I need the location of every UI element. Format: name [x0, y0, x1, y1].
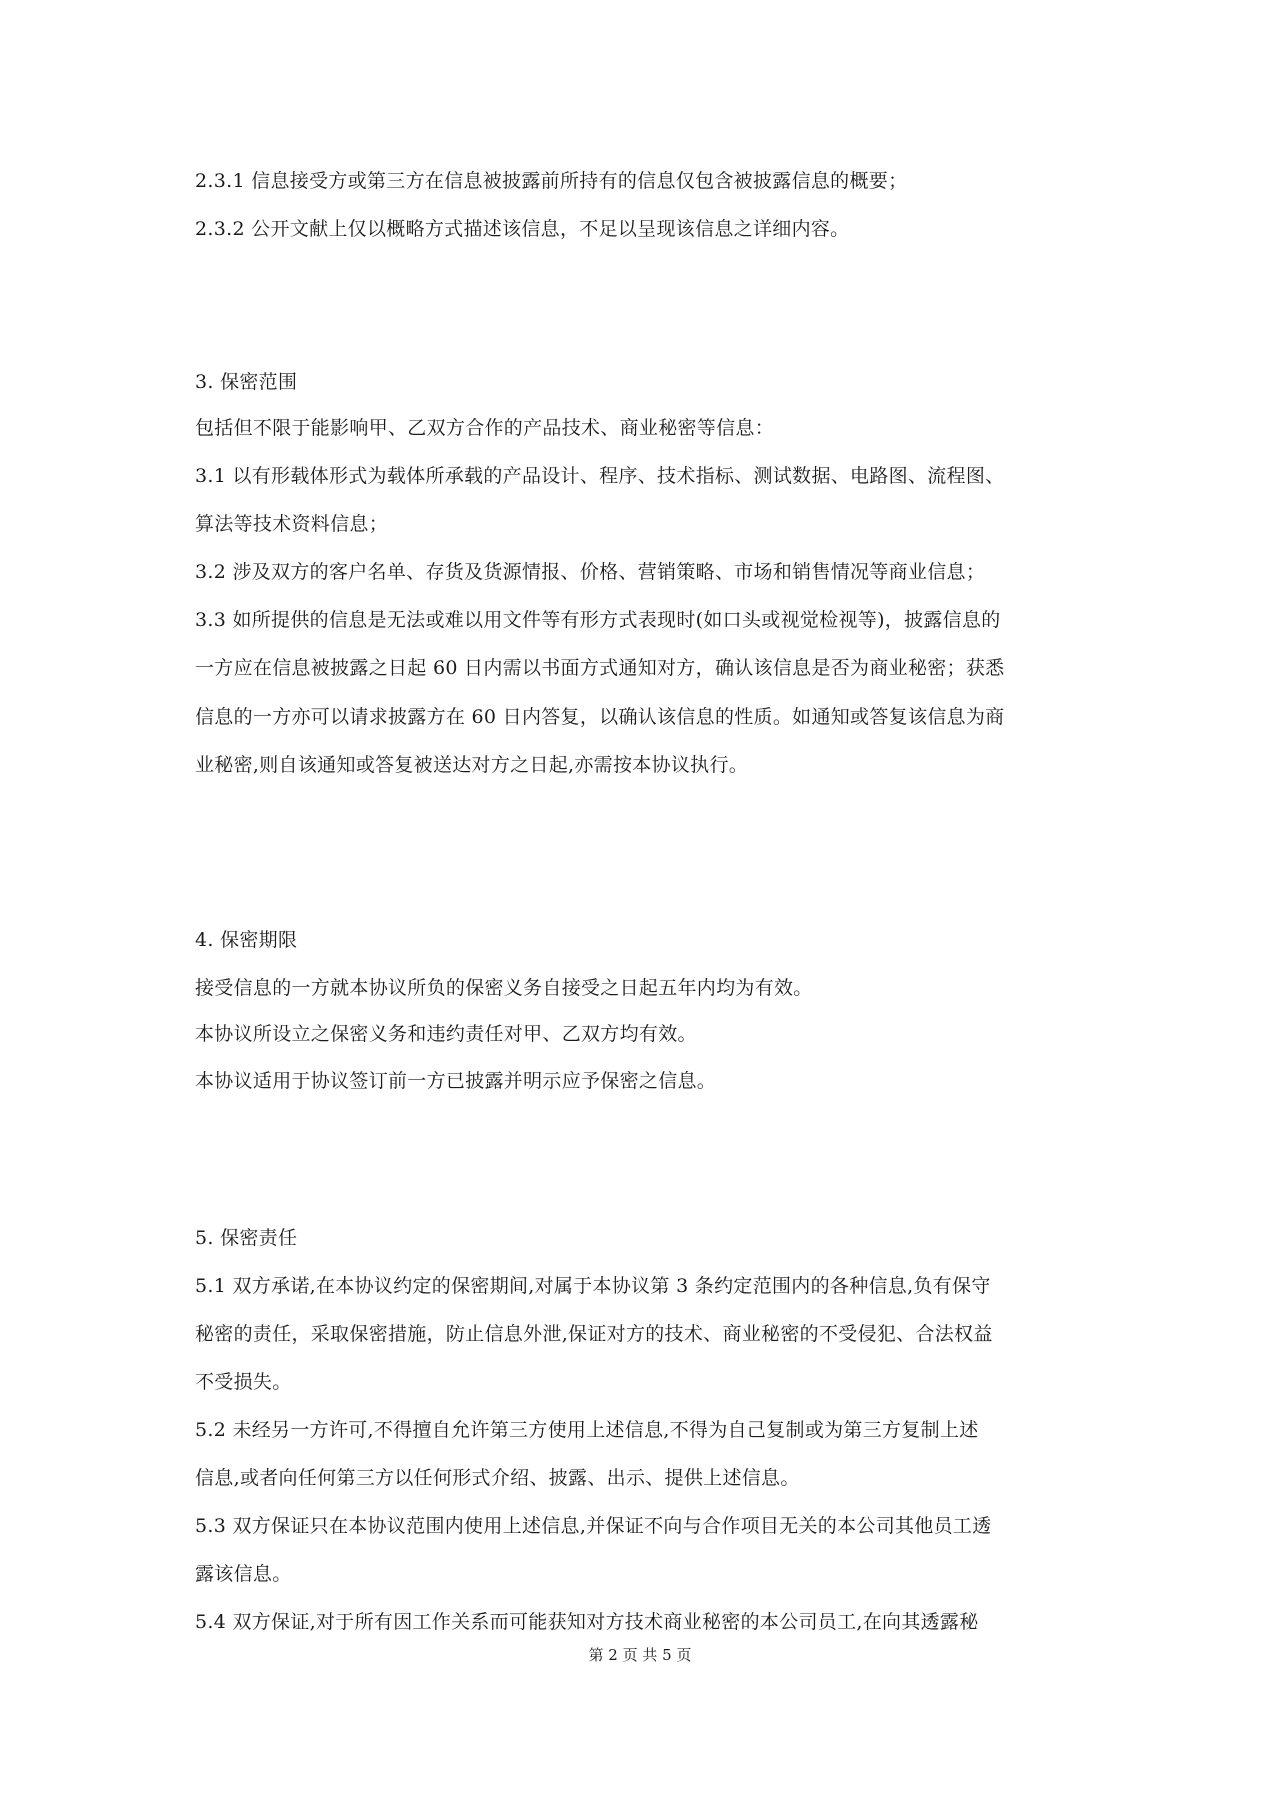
clause-5-2-line-2: 信息,或者向任何第三方以任何形式介绍、披露、出示、提供上述信息。 — [195, 1467, 800, 1489]
section-4-heading: 4. 保密期限 — [195, 929, 298, 951]
clause-5-1-line-3: 不受损失。 — [195, 1371, 292, 1393]
clause-5-1-line-2: 秘密的责任，采取保密措施，防止信息外泄,保证对方的技术、商业秘密的不受侵犯、合法权益 — [195, 1323, 993, 1345]
clause-3-1-line-2: 算法等技术资料信息； — [195, 513, 389, 535]
page-number-footer: 第 2 页 共 5 页 — [588, 1646, 692, 1664]
section-3-heading: 3. 保密范围 — [195, 371, 298, 393]
clause-5-4-line-1: 5.4 双方保证,对于所有因工作关系而可能获知对方技术商业秘密的本公司员工,在向其透露秘 — [195, 1611, 979, 1633]
clause-3-1-line-1: 3.1 以有形载体形式为载体所承载的产品设计、程序、技术指标、测试数据、电路图、流程图、 — [195, 465, 1005, 487]
clause-3-2: 3.2 涉及双方的客户名单、存货及货源情报、价格、营销策略、市场和销售情况等商业信息； — [195, 561, 986, 583]
clause-2-3-2: 2.3.2 公开文献上仅以概略方式描述该信息，不足以呈现该信息之详细内容。 — [195, 218, 850, 240]
clause-5-3-line-2: 露该信息。 — [195, 1563, 292, 1585]
clause-3-3-line-2: 一方应在信息被披露之日起 60 日内需以书面方式通知对方，确认该信息是否为商业秘密；获悉 — [195, 657, 1005, 679]
clause-3-3-line-4: 业秘密,则自该通知或答复被送达对方之日起,亦需按本协议执行。 — [195, 754, 749, 776]
section-4-para-1: 接受信息的一方就本协议所负的保密义务自接受之日起五年内均为有效。 — [195, 977, 813, 999]
section-5-heading: 5. 保密责任 — [195, 1227, 298, 1249]
clause-5-2-line-1: 5.2 未经另一方许可,不得擅自允许第三方使用上述信息,不得为自己复制或为第三方复制上述 — [195, 1419, 979, 1441]
clause-2-3-1: 2.3.1 信息接受方或第三方在信息被披露前所持有的信息仅包含被披露信息的概要； — [195, 170, 908, 192]
clause-5-3-line-1: 5.3 双方保证只在本协议范围内使用上述信息,并保证不向与合作项目无关的本公司其他员工透 — [195, 1515, 992, 1537]
section-4-para-2: 本协议所设立之保密义务和违约责任对甲、乙双方均有效。 — [195, 1023, 697, 1045]
clause-5-1-line-1: 5.1 双方承诺,在本协议约定的保密期间,对属于本协议第 3 条约定范围内的各种信息,负有保守 — [195, 1275, 991, 1297]
section-3-intro: 包括但不限于能影响甲、乙双方合作的产品技术、商业秘密等信息： — [195, 417, 775, 439]
clause-3-3-line-3: 信息的一方亦可以请求披露方在 60 日内答复，以确认该信息的性质。如通知或答复该信息为商 — [195, 706, 1005, 728]
clause-3-3-line-1: 3.3 如所提供的信息是无法或难以用文件等有形方式表现时(如口头或视觉检视等)，披露信息的 — [195, 609, 1001, 631]
section-4-para-3: 本协议适用于协议签订前一方已披露并明示应予保密之信息。 — [195, 1070, 717, 1092]
